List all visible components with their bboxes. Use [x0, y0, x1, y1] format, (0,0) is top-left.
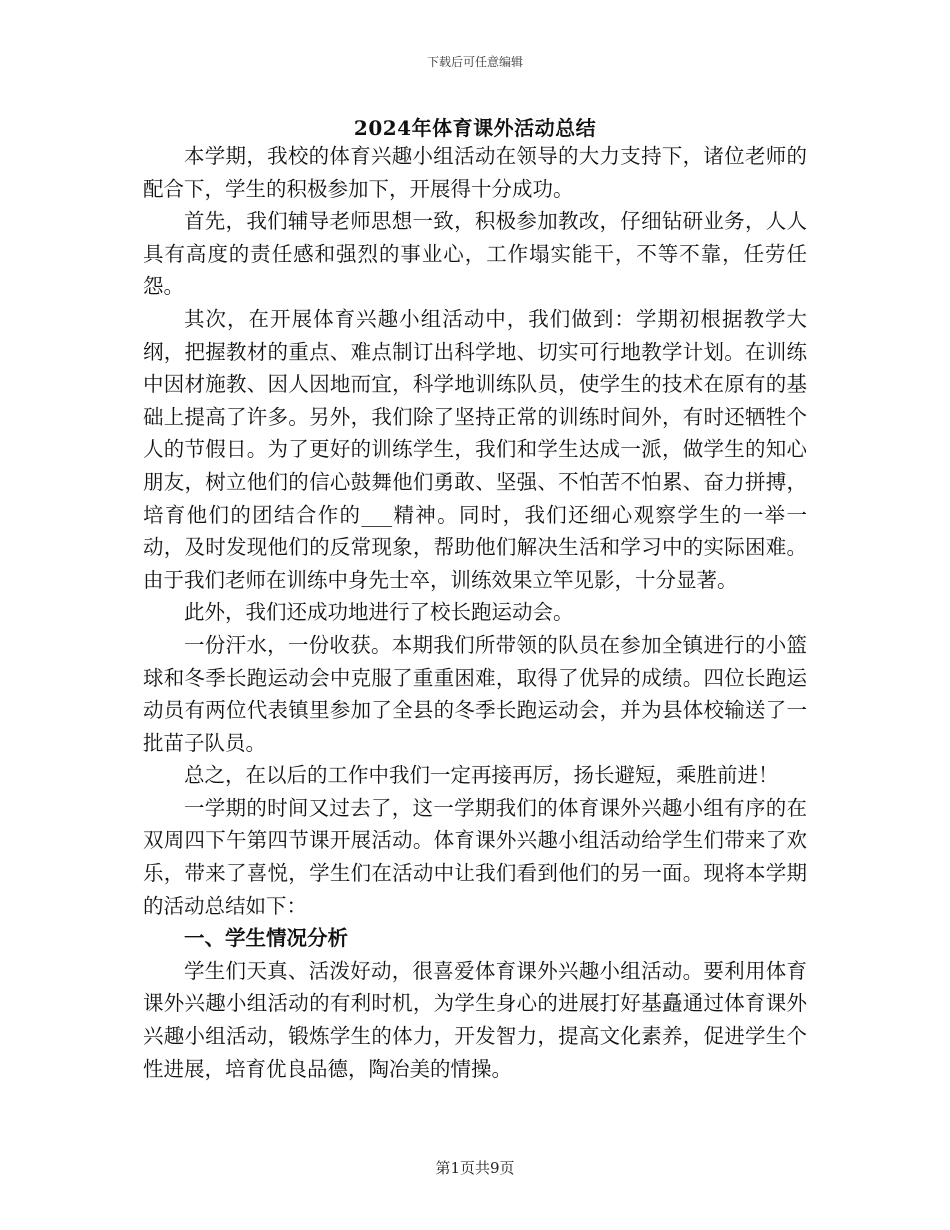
paragraph-conclusion: 总之，在以后的工作中我们一定再接再厉，扬长避短，乘胜前进！	[184, 763, 779, 788]
document-body	[143, 140, 807, 1085]
page-number: 第1页共9页	[435, 1159, 515, 1177]
paragraph-semester-summary: 一学期的时间又过去了，这一学期我们的体育课外兴趣小组有序的在双周四下午第四节课开展活动。体育课外兴趣小组活动给学生们带来了欢乐，带来了喜悦，学生们在活动中让我们看到他们的另一面。现将本学期的活动总结如下：	[143, 795, 807, 918]
section-heading: 一、学生情况分析	[184, 926, 348, 951]
paragraph-first: 首先，我们辅导老师思想一致，积极参加教改，仔细钻研业务，人人具有高度的责任感和强烈的事业心，工作塌实能干，不等不靠，任劳任怨。	[143, 209, 807, 299]
paragraph-harvest: 一份汗水，一份收获。本期我们所带领的队员在参加全镇进行的小篮球和冬季长跑运动会中克服了重重困难，取得了优异的成绩。四位长跑运动员有两位代表镇里参加了全县的冬季长跑运动会，并为县体校输送了一批苗子队员。	[143, 632, 807, 755]
page-header-note: 下载后可任意编辑	[426, 55, 523, 69]
paragraph-intro: 本学期，我校的体育兴趣小组活动在领导的大力支持下，诸位老师的配合下，学生的积极参加下，开展得十分成功。	[143, 144, 807, 201]
paragraph-additionally: 此外，我们还成功地进行了校长跑运动会。	[184, 600, 574, 625]
document-title: 2024年体育课外活动总结	[353, 116, 597, 140]
paragraph-second: 其次，在开展体育兴趣小组活动中，我们做到：学期初根据教学大纲，把握教材的重点、难点制订出科学地、切实可行地教学计划。在训练中因材施教、因人因地而宜，科学地训练队员，使学生的技术在原有的基础上提高了许多。另外，我们除了坚持正常的训练时间外，有时还牺牲个人的节假日。为了更好的训练学生，我们和学生达成一派，做学生的知心朋友，树立他们的信心鼓舞他们勇敢、坚强、不怕苦不怕累、奋力拼搏，培育他们的团结合作的___精神。同时，我们还细心观察学生的一举一动，及时发现他们的反常现象，帮助他们解决生活和学习中的实际困难。由于我们老师在训练中身先士卒，训练效果立竿见影，十分显著。	[143, 306, 807, 592]
paragraph-student-analysis: 学生们天真、活泼好动，很喜爱体育课外兴趣小组活动。要利用体育课外兴趣小组活动的有利时机，为学生身心的进展打好基矗通过体育课外兴趣小组活动，锻炼学生的体力，开发智力，提高文化素养，促进学生个性进展，培育优良品德，陶冶美的情操。	[143, 958, 807, 1081]
